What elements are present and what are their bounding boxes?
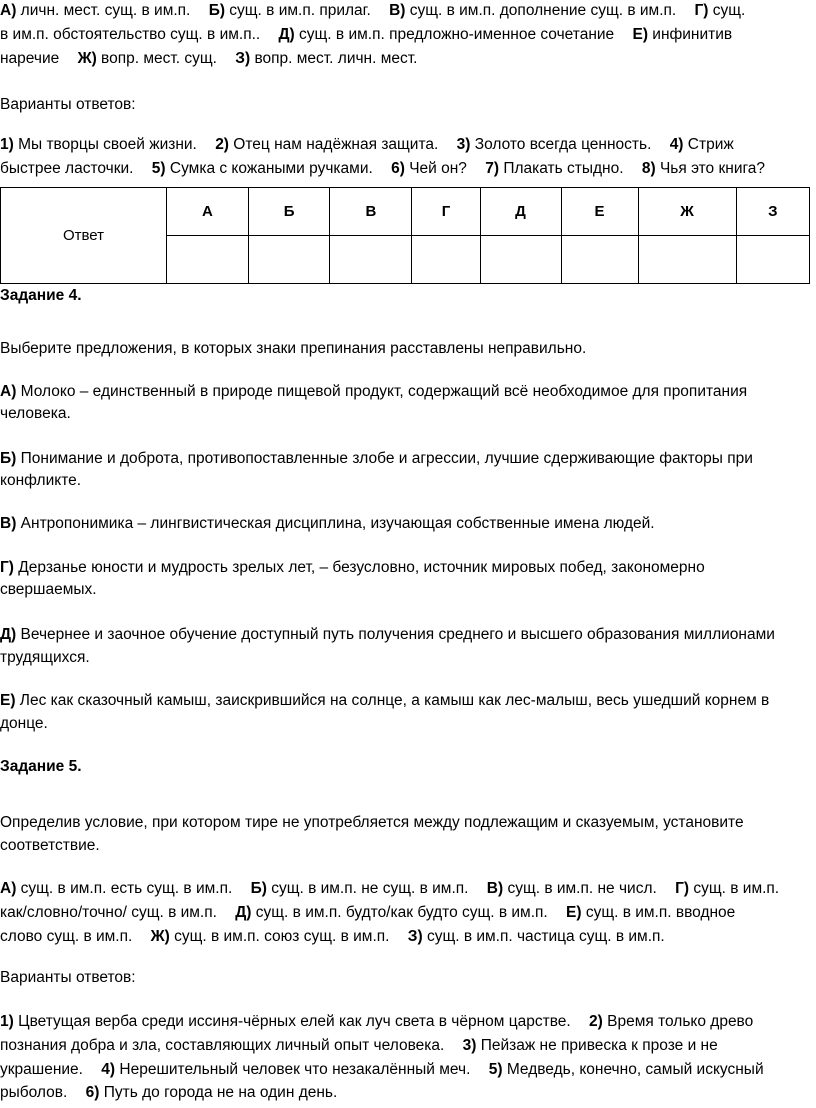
answer-cell[interactable]: [330, 236, 412, 284]
task5-answers-line-2: познания добра и зла, составляющих личный опыт человека. 3) Пейзаж не привеска к прозе и не: [0, 1037, 718, 1054]
task5-answers-line-1: 1) Цветущая верба среди иссиня-чёрных елей как луч света в чёрном царстве. 2) Время только древо: [0, 1013, 754, 1030]
task3-options-line-3: наречие Ж) вопр. мест. сущ. З) вопр. мест. личн. мест.: [0, 50, 418, 67]
answer-cell[interactable]: [412, 236, 480, 284]
task4-item-e-cont: донце.: [0, 715, 48, 732]
answer-cell[interactable]: [248, 236, 330, 284]
task5-title: Задание 5.: [0, 758, 82, 775]
column-header: З: [736, 188, 809, 236]
task4-title: Задание 4.: [0, 287, 82, 304]
task4-item-g: Г) Дерзанье юности и мудрость зрелых лет, – безусловно, источник мировых побед, закономерно: [0, 559, 705, 576]
task5-prompt-cont: соответствие.: [0, 837, 100, 854]
task3-answers-heading: Варианты ответов:: [0, 96, 136, 113]
task4-item-d: Д) Вечернее и заочное обучение доступный путь получения среднего и высшего образования миллионами: [0, 626, 775, 643]
task4-prompt: Выберите предложения, в которых знаки препинания расставлены неправильно.: [0, 340, 587, 357]
task4-item-e: Е) Лес как сказочный камыш, заискрившийся на солнце, а камыш как лес-малыш, весь ушедший корнем в: [0, 692, 770, 709]
task5-prompt: Определив условие, при котором тире не употребляется между подлежащим и сказуемым, установите: [0, 814, 744, 831]
column-header: В: [330, 188, 412, 236]
task3-options-line-1: А) личн. мест. сущ. в им.п. Б) сущ. в им.п. прилаг. В) сущ. в им.п. дополнение сущ. в им.п. Г) сущ.: [0, 2, 746, 19]
column-header: Б: [248, 188, 330, 236]
task5-answers-line-3: украшение. 4) Нерешительный человек что незакалённый меч. 5) Медведь, конечно, самый искусный: [0, 1061, 764, 1078]
task4-item-a-cont: человека.: [0, 405, 71, 422]
column-header: Г: [412, 188, 480, 236]
answer-table: [0, 187, 810, 284]
column-header: Ж: [638, 188, 736, 236]
task5-options-line-1: А) сущ. в им.п. есть сущ. в им.п. Б) сущ. в им.п. не сущ. в им.п. В) сущ. в им.п. не числ. Г) сущ. в им.п.: [0, 880, 780, 897]
task5-options-line-2: как/словно/точно/ сущ. в им.п. Д) сущ. в им.п. будто/как будто сущ. в им.п. Е) сущ. в им.п. вводное: [0, 904, 736, 921]
task5-answers-line-4: рыболов. 6) Путь до города не на один день.: [0, 1084, 338, 1101]
task4-item-b: Б) Понимание и доброта, противопоставленные злобе и агрессии, лучшие сдерживающие факторы при: [0, 450, 753, 467]
column-header: Е: [561, 188, 638, 236]
task4-item-d-cont: трудящихся.: [0, 649, 90, 666]
answer-row-label: Ответ: [1, 188, 167, 284]
task5-answers-heading: Варианты ответов:: [0, 969, 136, 986]
column-header: А: [167, 188, 249, 236]
answer-cell[interactable]: [561, 236, 638, 284]
task3-options-line-2: в им.п. обстоятельство сущ. в им.п.. Д) сущ. в им.п. предложно-именное сочетание Е) инфинитив: [0, 26, 733, 43]
answer-cell[interactable]: [736, 236, 809, 284]
task3-answers-line-1: 1) Мы творцы своей жизни. 2) Отец нам надёжная защита. 3) Золото всегда ценность. 4) Стриж: [0, 136, 734, 153]
column-header: Д: [480, 188, 561, 236]
task4-item-g-cont: свершаемых.: [0, 581, 97, 598]
table-header-row: [1, 188, 810, 236]
task5-options-line-3: слово сущ. в им.п. Ж) сущ. в им.п. союз сущ. в им.п. З) сущ. в им.п. частица сущ. в им.п.: [0, 928, 665, 945]
task4-item-v: В) Антропонимика – лингвистическая дисциплина, изучающая собственные имена людей.: [0, 515, 655, 532]
answer-cell[interactable]: [167, 236, 249, 284]
answer-cell[interactable]: [480, 236, 561, 284]
task4-item-b-cont: конфликте.: [0, 472, 82, 489]
task4-item-a: А) Молоко – единственный в природе пищевой продукт, содержащий всё необходимое для пропитания: [0, 383, 748, 400]
task3-answers-line-2: быстрее ласточки. 5) Сумка с кожаными ручками. 6) Чей он? 7) Плакать стыдно. 8) Чья это книга?: [0, 160, 766, 177]
answer-cell[interactable]: [638, 236, 736, 284]
